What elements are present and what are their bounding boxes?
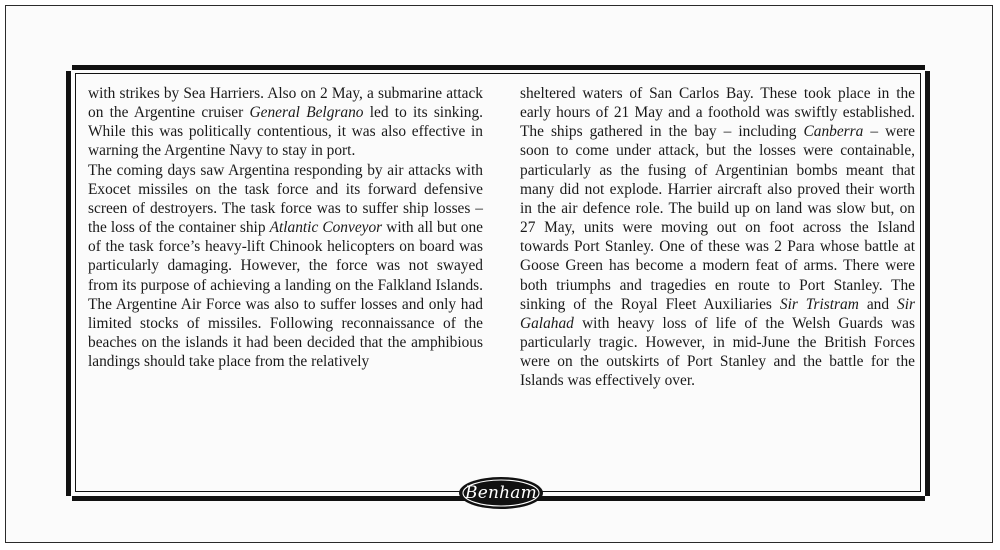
ship-name-italic: General Belgrano xyxy=(249,104,364,122)
text-run: and xyxy=(858,295,898,313)
frame-corner xyxy=(925,60,936,71)
frame-corner xyxy=(61,496,72,507)
right-text-column xyxy=(520,84,915,391)
ship-name-italic: Sir Galahad xyxy=(520,295,915,332)
text-run: – were soon to come under attack, but the losses were containable, particularly as the fusing of Argentinian bombs meant that many did not explode. Harrier aircraft also proved their worth in the air defence role. The build up on land was slow but, on 27 May, units were moving out on foot across the Island towards Port Stanley. One of these was 2 Para whose battle at Goose Green has become a modern feat of arms. There were both triumphs and tragedies en route to Port Stanley. The sinking of the Royal Fleet Auxiliaries xyxy=(520,123,915,313)
ship-name-italic: Atlantic Conveyor xyxy=(269,219,383,237)
text-run: sheltered waters of San Carlos Bay. These took place in the early hours of 21 May and a foothold was swiftly established. The ships gathered in the bay – including xyxy=(520,85,915,141)
text-run: with all but one of the task force’s heavy-lift Chinook helicopters on board was particularly damaging. However, the force was not swayed from its purpose of achieving a landing on the Falkland Islands. The Argentine Air Force was also to suffer losses and only had limited stocks of missiles. Following reconnaissance of the beaches on the islands it had been decided that the amphibious landings should take place from the relatively xyxy=(88,219,483,371)
text-run: led to its sinking. While this was politically contentious, it was also effective in warning the Argentine Navy to stay in port. xyxy=(88,104,483,160)
ship-name-italic: Canberra xyxy=(803,123,864,141)
logo-wordmark: Benham xyxy=(465,483,537,503)
text-run: The coming days saw Argentina responding by air attacks with Exocet missiles on the task force and its forward defensive screen of destroyers. The task force was to suffer ship losses – the loss of the container ship xyxy=(88,161,483,237)
text-run: with strikes by Sea Harriers. Also on 2 May, a submarine attack on the Argentine cruiser xyxy=(88,85,483,122)
ship-name-italic: Sir Tristram xyxy=(779,295,859,313)
right-column-text xyxy=(520,84,915,391)
left-column-text xyxy=(88,84,483,371)
text-run: with heavy loss of life of the Welsh Guards was particularly tragic. However, in mid-June the British Forces were on the outskirts of Port Stanley and the battle for the Islands was effectively over. xyxy=(520,314,915,390)
frame-corner xyxy=(925,496,936,507)
frame-corner xyxy=(61,60,72,71)
benham-logo xyxy=(458,476,544,510)
left-text-column xyxy=(88,84,483,371)
